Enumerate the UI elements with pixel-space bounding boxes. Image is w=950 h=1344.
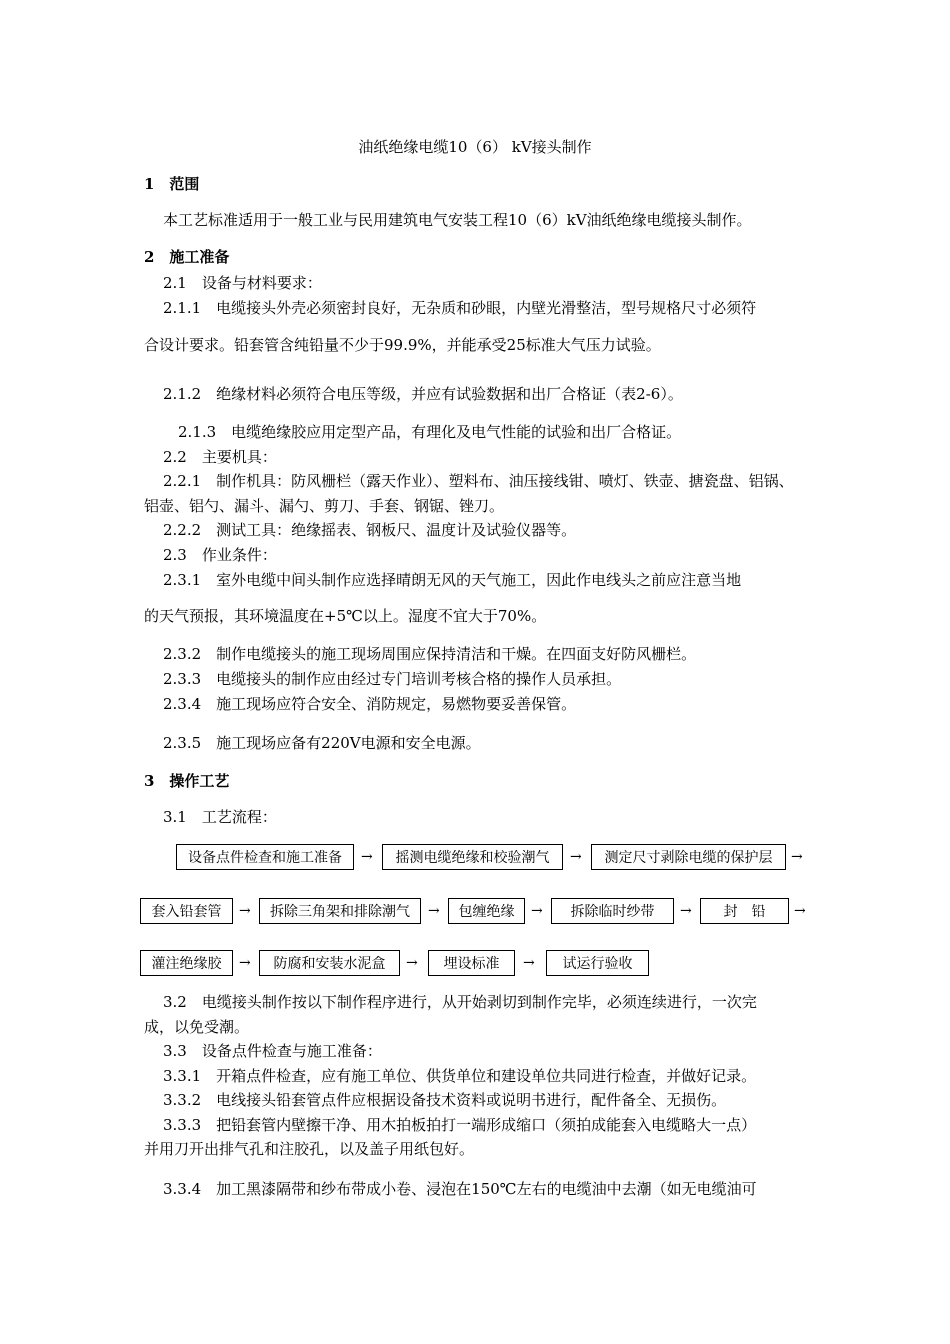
flow-arrow: → [680, 903, 692, 919]
paragraph-line: 2.3.1 室外电缆中间头制作应选择晴朗无风的天气施工，因此作电线头之前应注意当地 [163, 571, 742, 589]
flow-arrow: → [406, 955, 418, 971]
flow-arrow: → [794, 903, 806, 919]
flow-step: 摇测电缆绝缘和校验潮气 [382, 844, 563, 870]
flow-step: 包缠绝缘 [448, 898, 525, 924]
paragraph-line: 2.3.4 施工现场应符合安全、消防规定，易燃物要妥善保管。 [163, 695, 577, 713]
paragraph-line: 合设计要求。铅套管含纯铅量不少于99.9%，并能承受25标准大气压力试验。 [144, 336, 661, 354]
flow-step: 封 铅 [700, 898, 789, 924]
flow-step: 测定尺寸剥除电缆的保护层 [591, 844, 786, 870]
flow-arrow: → [239, 955, 251, 971]
flow-step: 埋设标准 [428, 950, 515, 976]
paragraph-line: 2.1 设备与材料要求： [163, 274, 322, 292]
paragraph-line: 2.3.3 电缆接头的制作应由经过专门培训考核合格的操作人员承担。 [163, 670, 622, 688]
paragraph-line: 2.1.1 电缆接头外壳必须密封良好，无杂质和砂眼，内壁光滑整洁，型号规格尺寸必须符 [163, 299, 757, 317]
paragraph-line: 2.1.3 电缆绝缘胶应用定型产品，有理化及电气性能的试验和出厂合格证。 [178, 423, 682, 441]
paragraph-line: 3.3.2 电线接头铅套管点件应根据设备技术资料或说明书进行，配件备全、无损伤。 [163, 1091, 727, 1109]
paragraph-line: 3.1 工艺流程： [163, 808, 277, 826]
paragraph-line: 2.3.2 制作电缆接头的施工现场周围应保持清洁和干燥。在四面支好防风栅栏。 [163, 645, 697, 663]
flow-step: 设备点件检查和施工准备 [176, 844, 354, 870]
paragraph-line: 成，以免受潮。 [144, 1018, 250, 1036]
section-heading: 1 范围 [144, 175, 200, 193]
paragraph-line: 2.2.1 制作机具：防风栅栏（露天作业）、塑料布、油压接线钳、喷灯、铁壶、搪瓷盘、铝锅、 [163, 472, 794, 490]
paragraph-line: 2.1.2 绝缘材料必须符合电压等级，并应有试验数据和出厂合格证（表2-6）。 [163, 385, 683, 403]
flow-step: 套入铅套管 [140, 898, 233, 924]
paragraph-line: 并用刀开出排气孔和注胶孔，以及盖子用纸包好。 [144, 1140, 475, 1158]
flow-step: 防腐和安装水泥盒 [259, 950, 400, 976]
paragraph-line: 3.3.1 开箱点件检查，应有施工单位、供货单位和建设单位共同进行检查，并做好记录。 [163, 1067, 757, 1085]
flow-arrow: → [239, 903, 251, 919]
flow-arrow: → [361, 849, 373, 865]
paragraph-line: 3.3.4 加工黑漆隔带和纱布带成小卷、浸泡在150℃左右的电缆油中去潮（如无电缆油可 [163, 1180, 757, 1198]
flow-arrow: → [523, 955, 535, 971]
section-heading: 3 操作工艺 [144, 772, 230, 790]
flow-step: 拆除临时纱带 [551, 898, 674, 924]
paragraph-line: 3.2 电缆接头制作按以下制作程序进行，从开始剥切到制作完毕，必须连续进行，一次完 [163, 993, 757, 1011]
flow-step: 试运行验收 [546, 950, 649, 976]
flow-arrow: → [531, 903, 543, 919]
paragraph-line: 2.2 主要机具： [163, 448, 277, 466]
paragraph-line: 2.3 作业条件： [163, 546, 277, 564]
flow-arrow: → [570, 849, 582, 865]
paragraph-line: 3.3 设备点件检查与施工准备： [163, 1042, 382, 1060]
flow-step: 拆除三角架和排除潮气 [259, 898, 421, 924]
paragraph-line: 的天气预报，其环境温度在+5℃以上。湿度不宜大于70%。 [144, 607, 547, 625]
document-title: 油纸绝缘电缆10（6） kV接头制作 [358, 138, 592, 156]
flow-arrow: → [791, 849, 803, 865]
flow-arrow: → [428, 903, 440, 919]
paragraph-line: 3.3.3 把铅套管内壁擦干净、用木拍板拍打一端形成缩口（须拍成能套入电缆略大一点） [163, 1116, 757, 1134]
paragraph-line: 铝壶、铝勺、漏斗、漏勺、剪刀、手套、钢锯、锉刀。 [144, 497, 505, 515]
paragraph-line: 2.2.2 测试工具：绝缘摇表、钢板尺、温度计及试验仪器等。 [163, 521, 577, 539]
section-heading: 2 施工准备 [144, 248, 230, 266]
flow-step: 灌注绝缘胶 [140, 950, 233, 976]
paragraph-line: 本工艺标准适用于一般工业与民用建筑电气安装工程10（6）kV油纸绝缘电缆接头制作。 [163, 211, 752, 229]
paragraph-line: 2.3.5 施工现场应备有220V电源和安全电源。 [163, 734, 481, 752]
